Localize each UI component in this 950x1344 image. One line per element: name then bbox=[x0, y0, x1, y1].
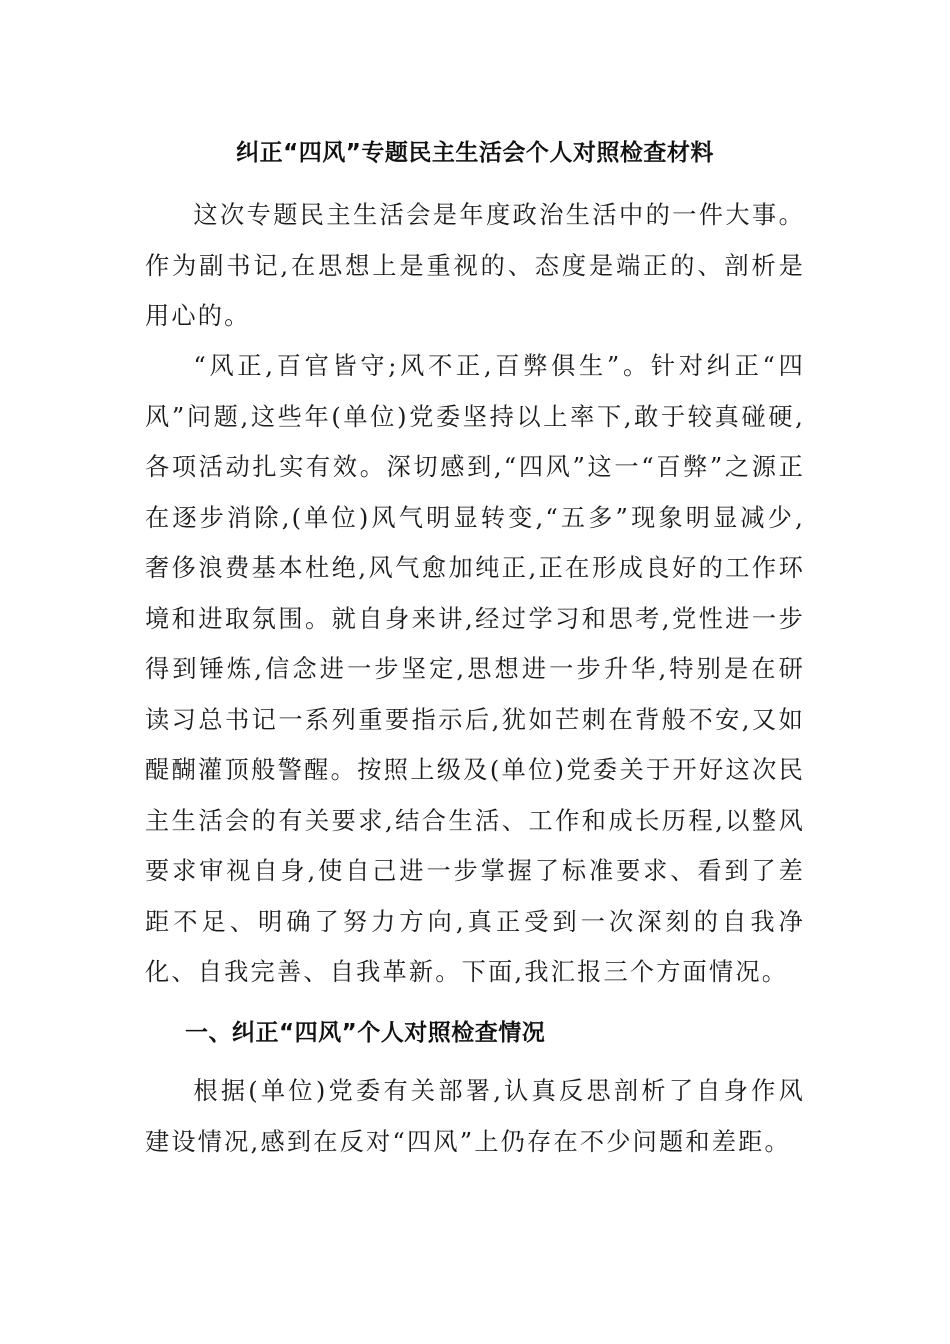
intro-paragraph: 这次专题民主生活会是年度政治生活中的一件大事。作为副书记,在思想上是重视的、态度是端正的、剖析是用心的。 bbox=[145, 201, 805, 330]
body-paragraph: “风正,百官皆守;风不正,百弊俱生”。针对纠正“四风”问题,这些年(单位)党委坚持以上率下,敢于较真碰硬,各项活动扎实有效。深切感到,“四风”这一“百弊”之源正在逐步消除,(单位)风气明显转变,“五多”现象明显减少,奢侈浪费基本杜绝,风气愈加纯正,正在形成良好的工作环境和进取氛围。就自身来讲,经过学习和思考,党性进一步得到锤炼,信念进一步坚定,思想进一步升华,特别是在研读习总书记一系列重要指示后,犹如芒刺在背般不安,又如醍醐灌顶般警醒。按照上级及(单位)党委关于开好这次民主生活会的有关要求,结合生活、工作和成长历程,以整风要求审视自身,使自己进一步掌握了标准要求、看到了差距不足、明确了努力方向,真正受到一次深刻的自我净化、自我完善、自我革新。下面,我汇报三个方面情况。 bbox=[145, 352, 805, 986]
section-heading: 一、纠正“四风”个人对照检查情况 bbox=[185, 1020, 546, 1046]
document-title: 纠正“四风”专题民主生活会个人对照检查材料 bbox=[236, 140, 714, 166]
section-paragraph: 根据(单位)党委有关部署,认真反思剖析了自身作风建设情况,感到在反对“四风”上仍存在不少问题和差距。 bbox=[145, 1077, 805, 1156]
